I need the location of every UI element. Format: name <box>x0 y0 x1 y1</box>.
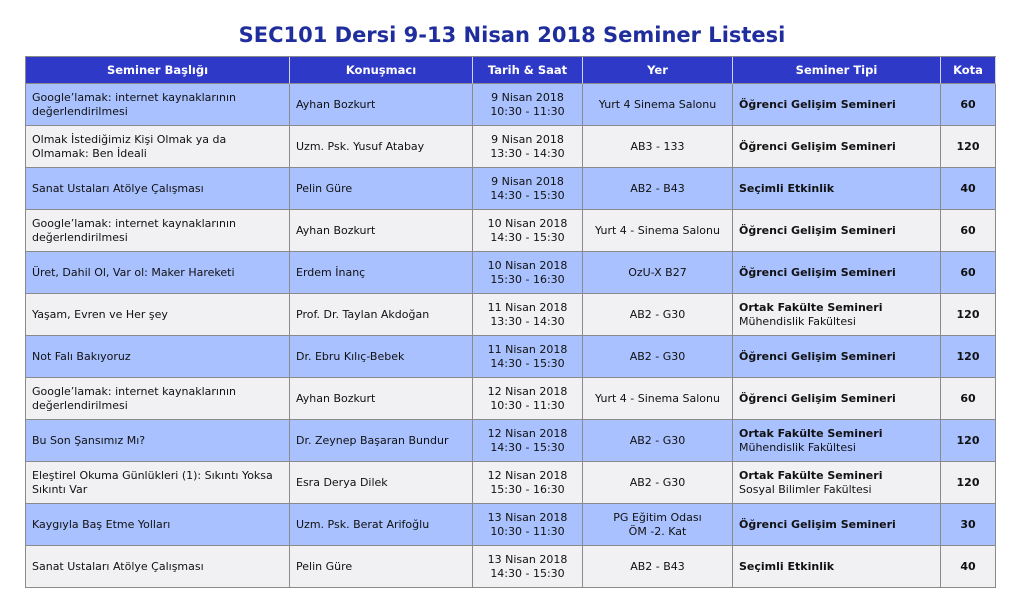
seminar-type-cell <box>733 420 941 462</box>
quota-value: 120 <box>956 307 980 321</box>
column-header-type: Seminer Tipi <box>733 57 941 84</box>
seminar-type: Öğrenci Gelişim Semineri <box>739 265 896 279</box>
seminar-title: Eleştirel Okuma Günlükleri (1): Sıkıntı Yoksa Sıkıntı Var <box>32 468 273 496</box>
quota-cell <box>941 252 996 294</box>
table-row <box>26 210 996 252</box>
quota-value: 120 <box>956 139 980 153</box>
speaker-cell <box>290 336 473 378</box>
seminar-title: Not Falı Bakıyoruz <box>32 349 131 363</box>
seminar-title: Sanat Ustaları Atölye Çalışması <box>32 559 204 573</box>
location-cell <box>583 210 733 252</box>
seminar-type: Seçimli Etkinlik <box>739 559 835 573</box>
speaker-cell <box>290 126 473 168</box>
quota-value: 30 <box>960 517 976 531</box>
location-cell <box>583 294 733 336</box>
quota-value: 40 <box>960 181 976 195</box>
page-title: SEC101 Dersi 9-13 Nisan 2018 Seminer Listesi <box>238 23 786 47</box>
table-row <box>26 126 996 168</box>
datetime-cell <box>473 378 583 420</box>
seminar-title-cell <box>26 210 290 252</box>
seminar-title: Üret, Dahil Ol, Var ol: Maker Hareketi <box>32 265 235 279</box>
location: AB2 - G30 <box>629 475 686 489</box>
quota-value: 120 <box>956 433 980 447</box>
seminar-date: 9 Nisan 2018 <box>491 132 564 146</box>
quota-cell <box>941 378 996 420</box>
seminar-time: 14:30 - 15:30 <box>490 566 565 580</box>
seminar-date: 9 Nisan 2018 <box>491 90 564 104</box>
location: Yurt 4 - Sinema Salonu <box>595 223 720 237</box>
quota-value: 120 <box>956 475 980 489</box>
seminar-table <box>25 56 996 588</box>
table-header-row <box>26 57 996 84</box>
table-row <box>26 168 996 210</box>
seminar-title: Yaşam, Evren ve Her şey <box>32 307 168 321</box>
seminar-time: 13:30 - 14:30 <box>490 314 565 328</box>
seminar-title-cell <box>26 84 290 126</box>
seminar-title-cell <box>26 126 290 168</box>
quota-value: 60 <box>960 391 976 405</box>
location-cell <box>583 462 733 504</box>
table-row <box>26 504 996 546</box>
seminar-title: Sanat Ustaları Atölye Çalışması <box>32 181 204 195</box>
seminar-title: Google’lamak: internet kaynaklarının değerlendirilmesi <box>32 384 236 412</box>
column-header-quota: Kota <box>941 57 996 84</box>
quota-cell <box>941 168 996 210</box>
quota-cell <box>941 294 996 336</box>
speaker-name: Prof. Dr. Taylan Akdoğan <box>296 307 430 321</box>
seminar-date: 12 Nisan 2018 <box>487 426 568 440</box>
seminar-date: 13 Nisan 2018 <box>487 510 568 524</box>
seminar-title-cell <box>26 336 290 378</box>
seminar-type-cell <box>733 378 941 420</box>
seminar-type: Öğrenci Gelişim Semineri <box>739 97 896 111</box>
seminar-faculty: Sosyal Bilimler Fakültesi <box>739 482 872 496</box>
location-cell <box>583 504 733 546</box>
speaker-name: Ayhan Bozkurt <box>296 223 376 237</box>
location: AB2 - G30 <box>629 349 686 363</box>
seminar-title: Olmak İstediğimiz Kişi Olmak ya da Olmamak: Ben İdeali <box>32 132 227 160</box>
speaker-cell <box>290 546 473 588</box>
datetime-cell <box>473 546 583 588</box>
column-header-datetime: Tarih & Saat <box>473 57 583 84</box>
column-header-title: Seminer Başlığı <box>26 57 290 84</box>
seminar-title-cell <box>26 420 290 462</box>
seminar-time: 14:30 - 15:30 <box>490 188 565 202</box>
speaker-name: Dr. Zeynep Başaran Bundur <box>296 433 449 447</box>
seminar-type-cell <box>733 462 941 504</box>
seminar-faculty: Mühendislik Fakültesi <box>739 314 856 328</box>
seminar-type: Ortak Fakülte Semineri <box>739 300 883 314</box>
seminar-title: Google’lamak: internet kaynaklarının değerlendirilmesi <box>32 216 236 244</box>
quota-cell <box>941 336 996 378</box>
speaker-cell <box>290 252 473 294</box>
quota-cell <box>941 504 996 546</box>
seminar-title-cell <box>26 378 290 420</box>
location-cell <box>583 252 733 294</box>
seminar-time: 10:30 - 11:30 <box>490 104 565 118</box>
quota-cell <box>941 546 996 588</box>
seminar-title-cell <box>26 252 290 294</box>
seminar-title-cell <box>26 504 290 546</box>
seminar-type-cell <box>733 210 941 252</box>
seminar-title-cell <box>26 462 290 504</box>
location-cell <box>583 168 733 210</box>
speaker-name: Uzm. Psk. Yusuf Atabay <box>296 139 425 153</box>
speaker-name: Dr. Ebru Kılıç-Bebek <box>296 349 405 363</box>
seminar-date: 12 Nisan 2018 <box>487 468 568 482</box>
seminar-date: 10 Nisan 2018 <box>487 216 568 230</box>
location-cell <box>583 546 733 588</box>
seminar-title: Google’lamak: internet kaynaklarının değerlendirilmesi <box>32 90 236 118</box>
quota-cell <box>941 210 996 252</box>
location: AB2 - B43 <box>630 181 685 195</box>
speaker-cell <box>290 462 473 504</box>
datetime-cell <box>473 294 583 336</box>
table-row <box>26 462 996 504</box>
table-row <box>26 336 996 378</box>
speaker-cell <box>290 168 473 210</box>
seminar-type: Öğrenci Gelişim Semineri <box>739 391 896 405</box>
location: PG Eğitim Odası <box>613 510 702 524</box>
location: AB3 - 133 <box>630 139 685 153</box>
location: AB2 - B43 <box>630 559 685 573</box>
seminar-time: 10:30 - 11:30 <box>490 398 565 412</box>
speaker-name: Ayhan Bozkurt <box>296 97 376 111</box>
datetime-cell <box>473 84 583 126</box>
seminar-time: 14:30 - 15:30 <box>490 356 565 370</box>
quota-value: 120 <box>956 349 980 363</box>
seminar-type: Ortak Fakülte Semineri <box>739 426 883 440</box>
seminar-date: 10 Nisan 2018 <box>487 258 568 272</box>
quota-cell <box>941 462 996 504</box>
location: AB2 - G30 <box>629 307 686 321</box>
table-row <box>26 546 996 588</box>
speaker-name: Pelin Güre <box>296 559 353 573</box>
seminar-title-cell <box>26 168 290 210</box>
seminar-type-cell <box>733 546 941 588</box>
location: Yurt 4 - Sinema Salonu <box>595 391 720 405</box>
quota-value: 40 <box>960 559 976 573</box>
seminar-time: 15:30 - 16:30 <box>490 272 565 286</box>
datetime-cell <box>473 252 583 294</box>
seminar-type: Öğrenci Gelişim Semineri <box>739 349 896 363</box>
seminar-type-cell <box>733 504 941 546</box>
seminar-date: 9 Nisan 2018 <box>491 174 564 188</box>
seminar-time: 15:30 - 16:30 <box>490 482 565 496</box>
quota-value: 60 <box>960 97 976 111</box>
location-cell <box>583 378 733 420</box>
seminar-type-cell <box>733 252 941 294</box>
datetime-cell <box>473 504 583 546</box>
seminar-type: Öğrenci Gelişim Semineri <box>739 517 896 531</box>
seminar-type-cell <box>733 168 941 210</box>
seminar-type-cell <box>733 126 941 168</box>
column-header-speaker: Konuşmacı <box>290 57 473 84</box>
speaker-cell <box>290 420 473 462</box>
location-cell <box>583 84 733 126</box>
speaker-cell <box>290 210 473 252</box>
seminar-time: 10:30 - 11:30 <box>490 524 565 538</box>
seminar-time: 14:30 - 15:30 <box>490 440 565 454</box>
location: Yurt 4 Sinema Salonu <box>598 97 717 111</box>
speaker-name: Esra Derya Dilek <box>296 475 388 489</box>
location-cell <box>583 420 733 462</box>
seminar-title: Kaygıyla Baş Etme Yolları <box>32 517 171 531</box>
seminar-time: 13:30 - 14:30 <box>490 146 565 160</box>
seminar-type: Ortak Fakülte Semineri <box>739 468 883 482</box>
quota-cell <box>941 420 996 462</box>
seminar-faculty: Mühendislik Fakültesi <box>739 440 856 454</box>
speaker-cell <box>290 294 473 336</box>
speaker-cell <box>290 378 473 420</box>
datetime-cell <box>473 462 583 504</box>
location: OzU-X B27 <box>628 265 687 279</box>
speaker-name: Pelin Güre <box>296 181 353 195</box>
seminar-date: 11 Nisan 2018 <box>487 342 568 356</box>
datetime-cell <box>473 336 583 378</box>
table-row <box>26 252 996 294</box>
seminar-date: 11 Nisan 2018 <box>487 300 568 314</box>
location: AB2 - G30 <box>629 433 686 447</box>
quota-value: 60 <box>960 223 976 237</box>
seminar-title-cell <box>26 546 290 588</box>
datetime-cell <box>473 168 583 210</box>
speaker-name: Ayhan Bozkurt <box>296 391 376 405</box>
location-detail: ÖM -2. Kat <box>628 524 687 538</box>
column-header-location: Yer <box>583 57 733 84</box>
seminar-title-cell <box>26 294 290 336</box>
seminar-title: Bu Son Şansımız Mı? <box>32 433 146 447</box>
seminar-type-cell <box>733 294 941 336</box>
seminar-type-cell <box>733 84 941 126</box>
quota-value: 60 <box>960 265 976 279</box>
seminar-date: 13 Nisan 2018 <box>487 552 568 566</box>
quota-cell <box>941 84 996 126</box>
table-row <box>26 378 996 420</box>
table-row <box>26 294 996 336</box>
speaker-name: Uzm. Psk. Berat Arifoğlu <box>296 517 430 531</box>
location-cell <box>583 126 733 168</box>
seminar-type: Seçimli Etkinlik <box>739 181 835 195</box>
seminar-time: 14:30 - 15:30 <box>490 230 565 244</box>
location-cell <box>583 336 733 378</box>
seminar-date: 12 Nisan 2018 <box>487 384 568 398</box>
datetime-cell <box>473 126 583 168</box>
seminar-type: Öğrenci Gelişim Semineri <box>739 139 896 153</box>
seminar-type: Öğrenci Gelişim Semineri <box>739 223 896 237</box>
datetime-cell <box>473 420 583 462</box>
table-row <box>26 84 996 126</box>
speaker-name: Erdem İnanç <box>296 265 366 279</box>
datetime-cell <box>473 210 583 252</box>
speaker-cell <box>290 504 473 546</box>
speaker-cell <box>290 84 473 126</box>
seminar-type-cell <box>733 336 941 378</box>
quota-cell <box>941 126 996 168</box>
table-row <box>26 420 996 462</box>
